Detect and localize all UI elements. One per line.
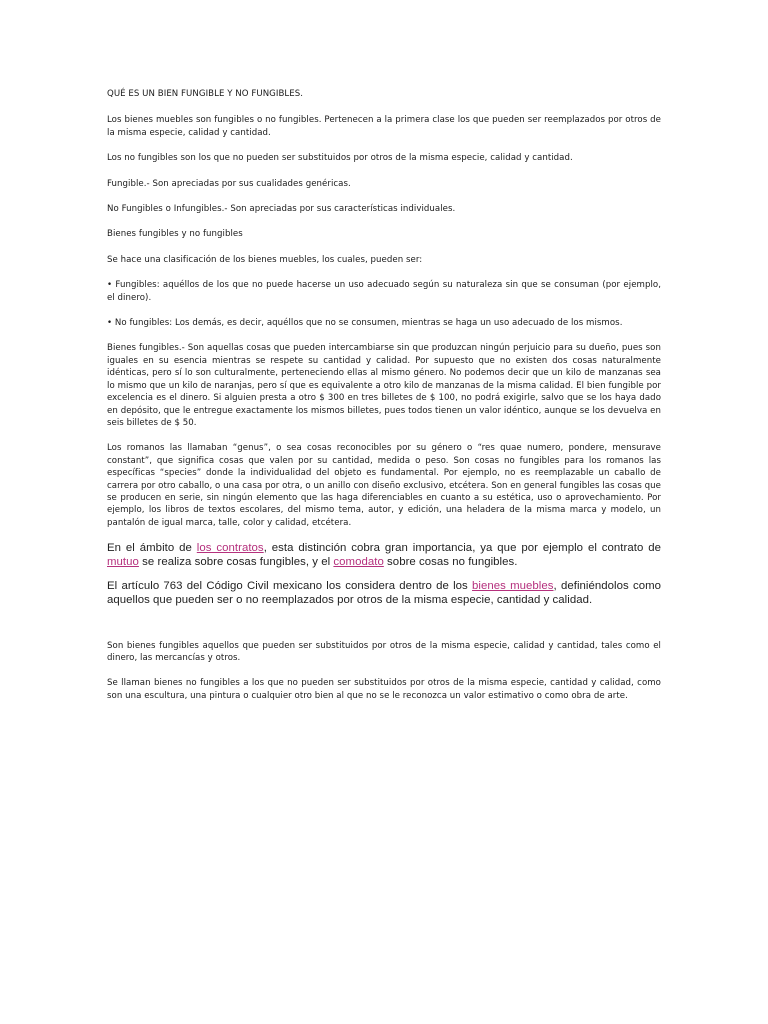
paragraph-non-fungibles: Los no fungibles son los que no pueden ser substituidos por otros de la misma especie, calidad y cantidad. (107, 153, 573, 164)
bullet-fungibles: • Fungibles: aquéllos de los que no puede hacerse un uso adecuado según su naturaleza sin que se consuman (por ejemplo, el dinero). (107, 280, 661, 303)
paragraph-son-bienes-fungibles: Son bienes fungibles aquellos que pueden ser substituidos por otros de la misma especie, calidad y cantidad, tales como el dinero, las mercancías y otros. (107, 640, 661, 663)
document-page (107, 88, 661, 715)
text-span: En el ámbito de (107, 542, 197, 555)
text-span: se realiza sobre cosas fungibles, y el (138, 555, 334, 568)
text-span: sobre cosas no fungibles. (383, 555, 518, 568)
link-mutuo[interactable]: mutuo (107, 555, 139, 568)
bullet-no-fungibles: • No fungibles: Los demás, es decir, aquéllos que no se consumen, mientras se haga un uso adecuado de los mismos. (107, 318, 623, 329)
document-title: QUÉ ES UN BIEN FUNGIBLE Y NO FUNGIBLES. (107, 89, 304, 99)
section-heading: Bienes fungibles y no fungibles (107, 229, 243, 240)
paragraph-no-fungibles-arte: Se llaman bienes no fungibles a los que no pueden ser substituidos por otros de la misma especie, cantidad y calidad, como son una escultura, una pintura o cualquier otro bien al que no se le reconozca un valor estimativo o como obra de arte. (107, 678, 661, 701)
paragraph-bienes-fungibles: Bienes fungibles.- Son aquellas cosas que pueden intercambiarse sin que produzcan ningún perjuicio para su dueño, pues son iguales en su esencia mientras se respete su cantidad y calidad. Por supuesto que no existen dos cosas naturalmente idénticas, pero sí lo son culturalmente, perteneciendo ellas al mismo género. No podemos decir que un kilo de manzanas sea lo mismo que un kilo de naranjas, pero sí que es equivalente a otro kilo de manzanas de la misma calidad. El bien fungible por excelencia es el dinero. Si alguien presta a otro $ 300 en tres billetes de $ 100, no podrá exigirle, salvo que se los haya dado en depósito, que le entregue exactamente los mismos billetes, pues todos tienen un valor idéntico, aunque se los devuelva en seis billetes de $ 50. (107, 343, 661, 428)
paragraph-romanos: Los romanos las llamaban “genus”, o sea cosas reconocibles por su género o “res quae numero, pondere, mensurave constant”, que significa cosas que valen por su cantidad, medida o peso. Son cosas no fungibles para los romanos las específicas “species” donde la individualidad del objeto es fundamental. Por ejemplo, no es reemplazable un caballo de carrera por otro caballo, o una casa por otra, o un anillo con diseño exclusivo, etcétera. Son en general fungibles las cosas que se producen en serie, sin ningún elemento que las haga diferenciables en cuanto a su estética, uso o aprovechamiento. Por ejemplo, los libros de textos escolares, del mismo tema, autor, y edición, una heladera de la misma marca y modelo, un pantalón de igual marca, talle, color y calidad, etcétera. (107, 443, 661, 528)
paragraph-contratos (107, 542, 661, 569)
text-span: , definiéndolos como aquellos que pueden ser o no reemplazados por otros de la misma especie, cantidad y calidad. (107, 580, 662, 606)
text-span: , esta distinción cobra gran importancia, ya que por ejemplo el contrato de (263, 542, 661, 555)
link-los-contratos[interactable]: los contratos (196, 542, 264, 555)
paragraph-codigo-civil (107, 580, 661, 607)
paragraph-infungible-definition: No Fungibles o Infungibles.- Son apreciadas por sus características individuales. (107, 204, 456, 215)
link-comodato[interactable]: comodato (333, 555, 384, 568)
link-bienes-muebles[interactable]: bienes muebles (472, 580, 554, 593)
paragraph-classification: Se hace una clasificación de los bienes muebles, los cuales, pueden ser: (107, 254, 423, 265)
paragraph-intro: Los bienes muebles son fungibles o no fungibles. Pertenecen a la primera clase los que pueden ser reemplazados por otros de la misma especie, calidad y cantidad. (107, 115, 661, 138)
paragraph-fungible-definition: Fungible.- Son apreciadas por sus cualidades genéricas. (107, 178, 351, 189)
text-span: El artículo 763 del Código Civil mexicano los considera dentro de los (107, 580, 473, 593)
